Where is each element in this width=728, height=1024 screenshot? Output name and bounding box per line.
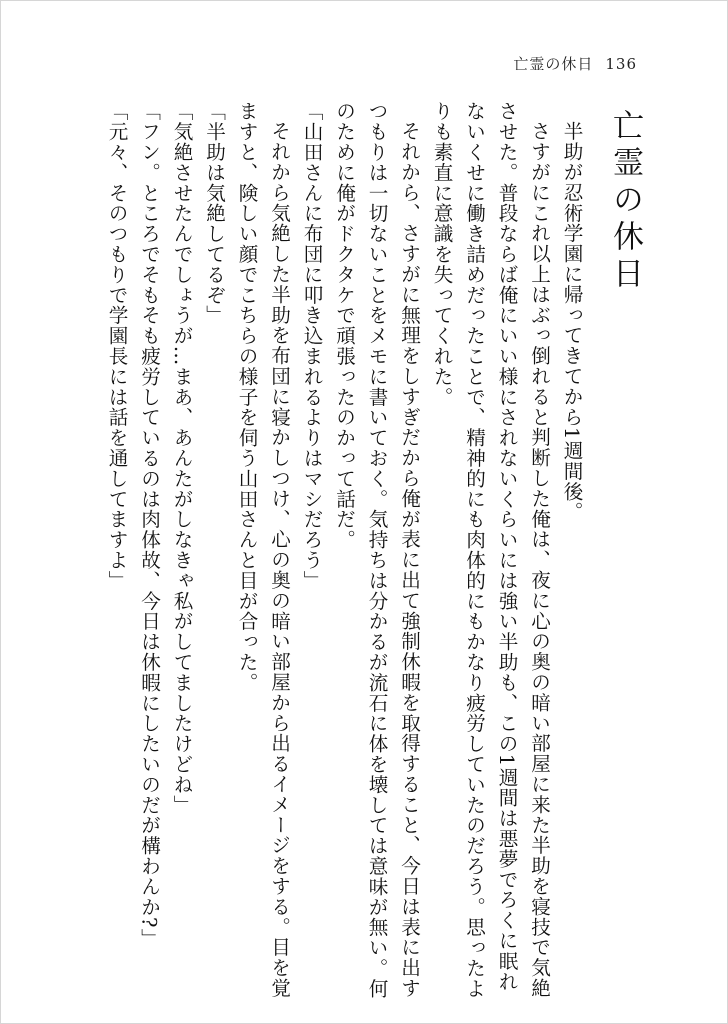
dialogue-3: 「気絶させたんでしょうが…まあ、あんたがしなきゃ私がしてましたけどね」 — [170, 101, 193, 815]
paragraph-2: さすがにこれ以上はぶっ倒れると判断した俺は、夜に心の奥の暗い部屋に来た半助を寝技で気絶させた。普段ならば俺にいい様にされないくらいには強い半助も、この1週間は悪夢でろくに眠れないくせに働き詰めだったことで、精神的にも肉体的にもかなり疲労していたのだろう。思ったよりも素直に意識を失ってくれた。 — [430, 101, 551, 999]
dialogue-2: 「半助は気絶してるぞ」 — [202, 101, 226, 326]
paragraph-4: それから気絶した半助を布団に寝かしつけ、心の奥の暗い部屋から出るイメージをする。目を覚ますと、険しい顔でこちらの様子を伺う山田さんと目が合った。 — [235, 101, 291, 998]
dialogue-4: 「フン。ところでそもそも疲労しているのは肉体故、今日は休暇にしたいのだが構わんか?」 — [137, 101, 161, 949]
chapter-title: 亡霊の休日 — [607, 109, 643, 294]
running-header — [513, 53, 637, 74]
page-number: 136 — [605, 55, 637, 73]
paragraph-1: 半助が忍術学園に帰ってきてから1週間後。 — [560, 120, 583, 522]
dialogue-1: 「山田さんに布団に叩き込まれるよりはマシだろう」 — [300, 101, 323, 591]
vertical-body-text — [85, 101, 645, 1001]
paragraph-3: それから、さすがに無理をしすぎだから俺が表に出て強制休暇を取得すること、今日は表に出すつもりは一切ないことをメモに書いておく。気持ちは分かるが流石に体を壊しては意味が無い。何のために俺がドクタケで頑張ったのかって話だ。 — [332, 101, 421, 999]
running-header-title: 亡霊の休日 — [513, 55, 594, 73]
dialogue-5: 「元々、そのつもりで学園長には話を通してますよ」 — [105, 101, 128, 591]
